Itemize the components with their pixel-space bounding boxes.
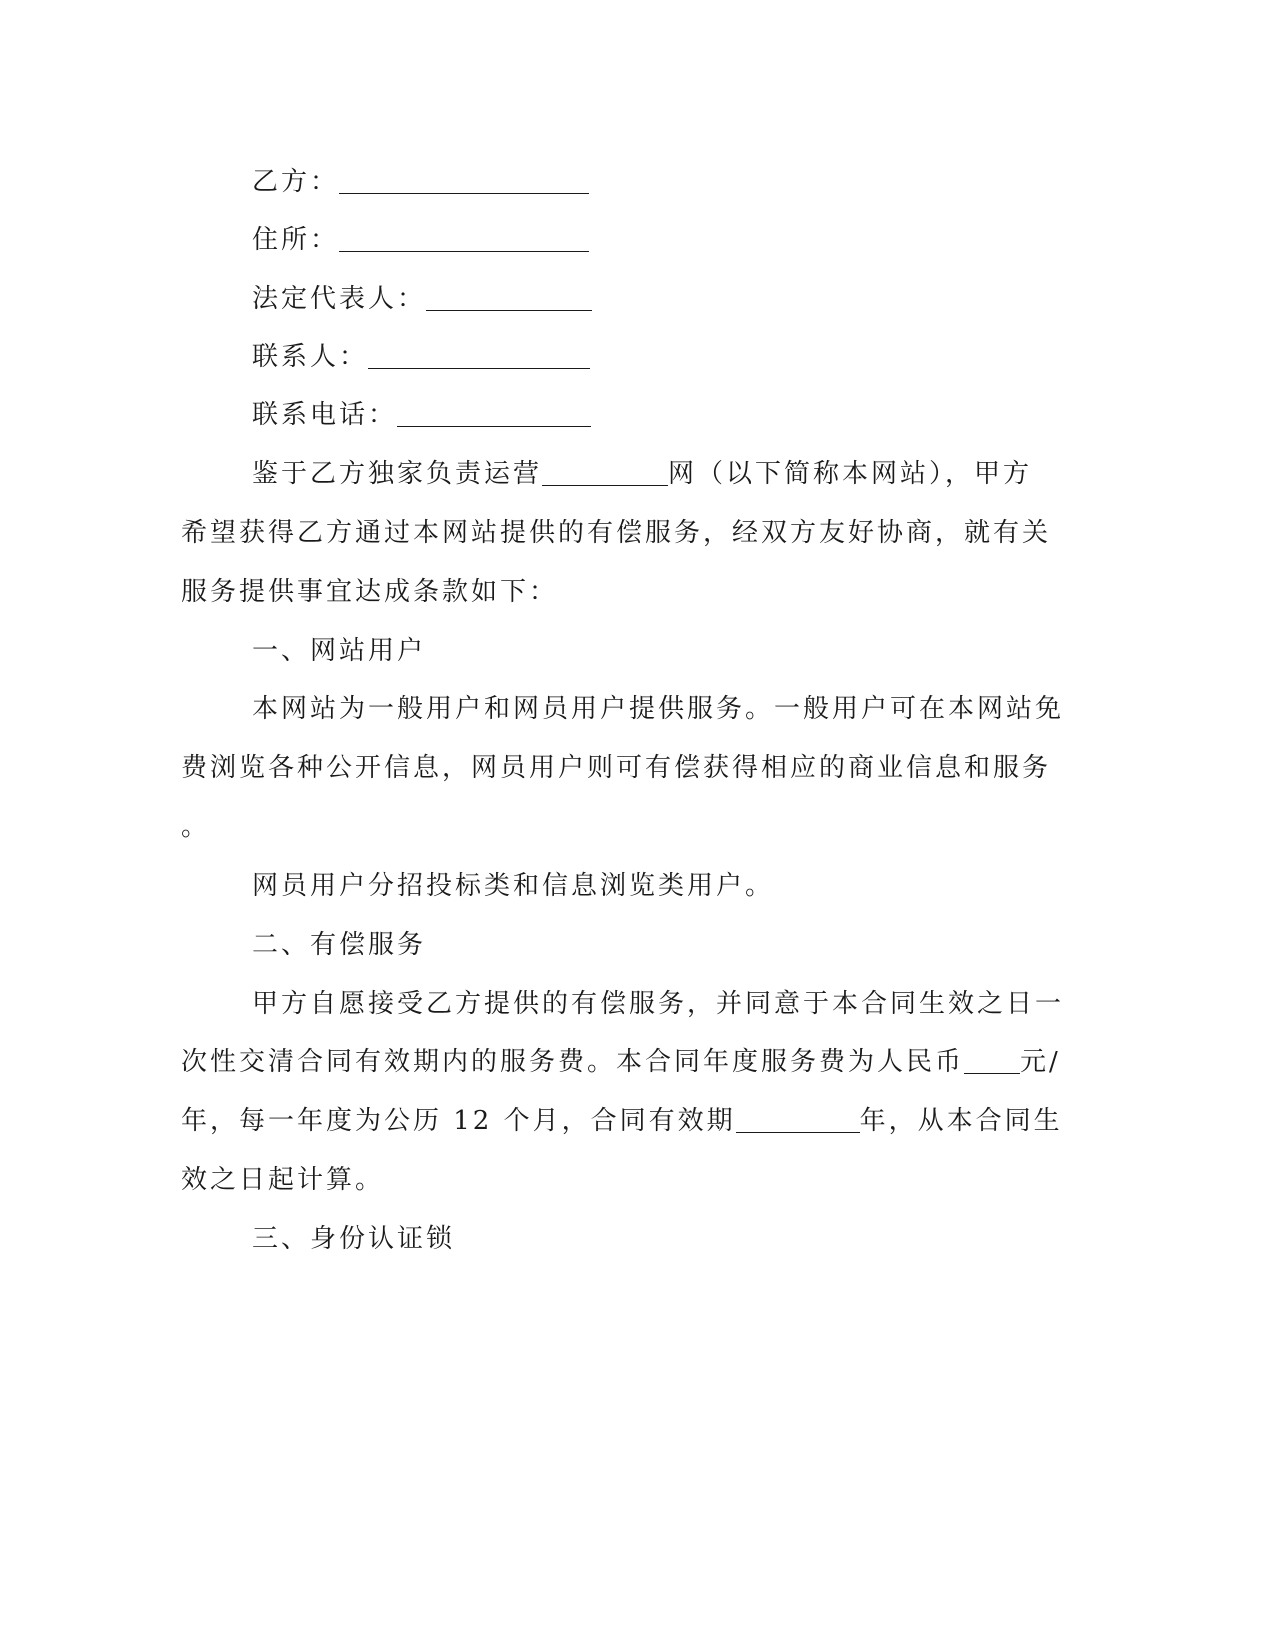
party-b-phone-row bbox=[252, 398, 591, 432]
section-3-heading: 三、身份认证锁 bbox=[252, 1224, 456, 1254]
party-b-legal-rep-label: 法定代表人： bbox=[252, 284, 427, 314]
website-name-blank bbox=[542, 459, 668, 486]
section-2-line-1: 甲方自愿接受乙方提供的有偿服务，并同意于本合同生效之日一 bbox=[252, 989, 1065, 1019]
party-b-phone-label: 联系电话： bbox=[252, 400, 398, 430]
contract-years-blank bbox=[736, 1106, 860, 1133]
party-b-address-row bbox=[252, 223, 589, 257]
party-b-phone-blank bbox=[397, 400, 591, 427]
section-2-heading: 二、有偿服务 bbox=[252, 930, 427, 960]
intro-line-3: 服务提供事宜达成条款如下： bbox=[181, 577, 559, 607]
party-b-contact-row bbox=[252, 340, 590, 374]
section-1-p1-line-2: 费浏览各种公开信息，网员用户则可有偿获得相应的商业信息和服务 bbox=[181, 753, 1052, 783]
intro-line-1 bbox=[252, 457, 1032, 491]
party-b-contact-blank bbox=[368, 342, 590, 369]
section-1-p1-line-1: 本网站为一般用户和网员用户提供服务。一般用户可在本网站免 bbox=[252, 694, 1065, 724]
party-b-contact-label: 联系人： bbox=[252, 342, 369, 372]
intro-text-b: 网（以下简称本网站），甲方 bbox=[668, 459, 1033, 489]
annual-fee-blank bbox=[964, 1047, 1020, 1074]
section-2-line-4: 效之日起计算。 bbox=[181, 1165, 385, 1195]
party-b-legal-rep-row bbox=[252, 282, 592, 316]
party-b-name-row bbox=[252, 165, 589, 199]
section-2-line-3 bbox=[181, 1104, 1063, 1138]
section-2-line-2-text-b: 元/ bbox=[1020, 1047, 1061, 1077]
section-2-line-2-text-a: 次性交清合同有效期内的服务费。本合同年度服务费为人民币 bbox=[181, 1047, 965, 1077]
party-b-address-label: 住所： bbox=[252, 225, 340, 255]
party-b-legal-rep-blank bbox=[426, 284, 592, 311]
party-b-name-label: 乙方： bbox=[252, 167, 340, 197]
intro-line-2: 希望获得乙方通过本网站提供的有偿服务，经双方友好协商，就有关 bbox=[181, 518, 1052, 548]
intro-text-a: 鉴于乙方独家负责运营 bbox=[252, 459, 543, 489]
section-2-line-3-text-a: 年，每一年度为公历 12 个月，合同有效期 bbox=[181, 1106, 736, 1136]
section-1-p2: 网员用户分招投标类和信息浏览类用户。 bbox=[252, 871, 775, 901]
section-2-line-3-text-b: 年，从本合同生 bbox=[859, 1106, 1063, 1136]
section-1-heading: 一、网站用户 bbox=[252, 636, 427, 666]
party-b-address-blank bbox=[339, 225, 589, 252]
section-2-line-2 bbox=[181, 1045, 1061, 1079]
section-1-p1-line-3: 。 bbox=[181, 812, 211, 842]
party-b-name-blank bbox=[339, 167, 589, 194]
